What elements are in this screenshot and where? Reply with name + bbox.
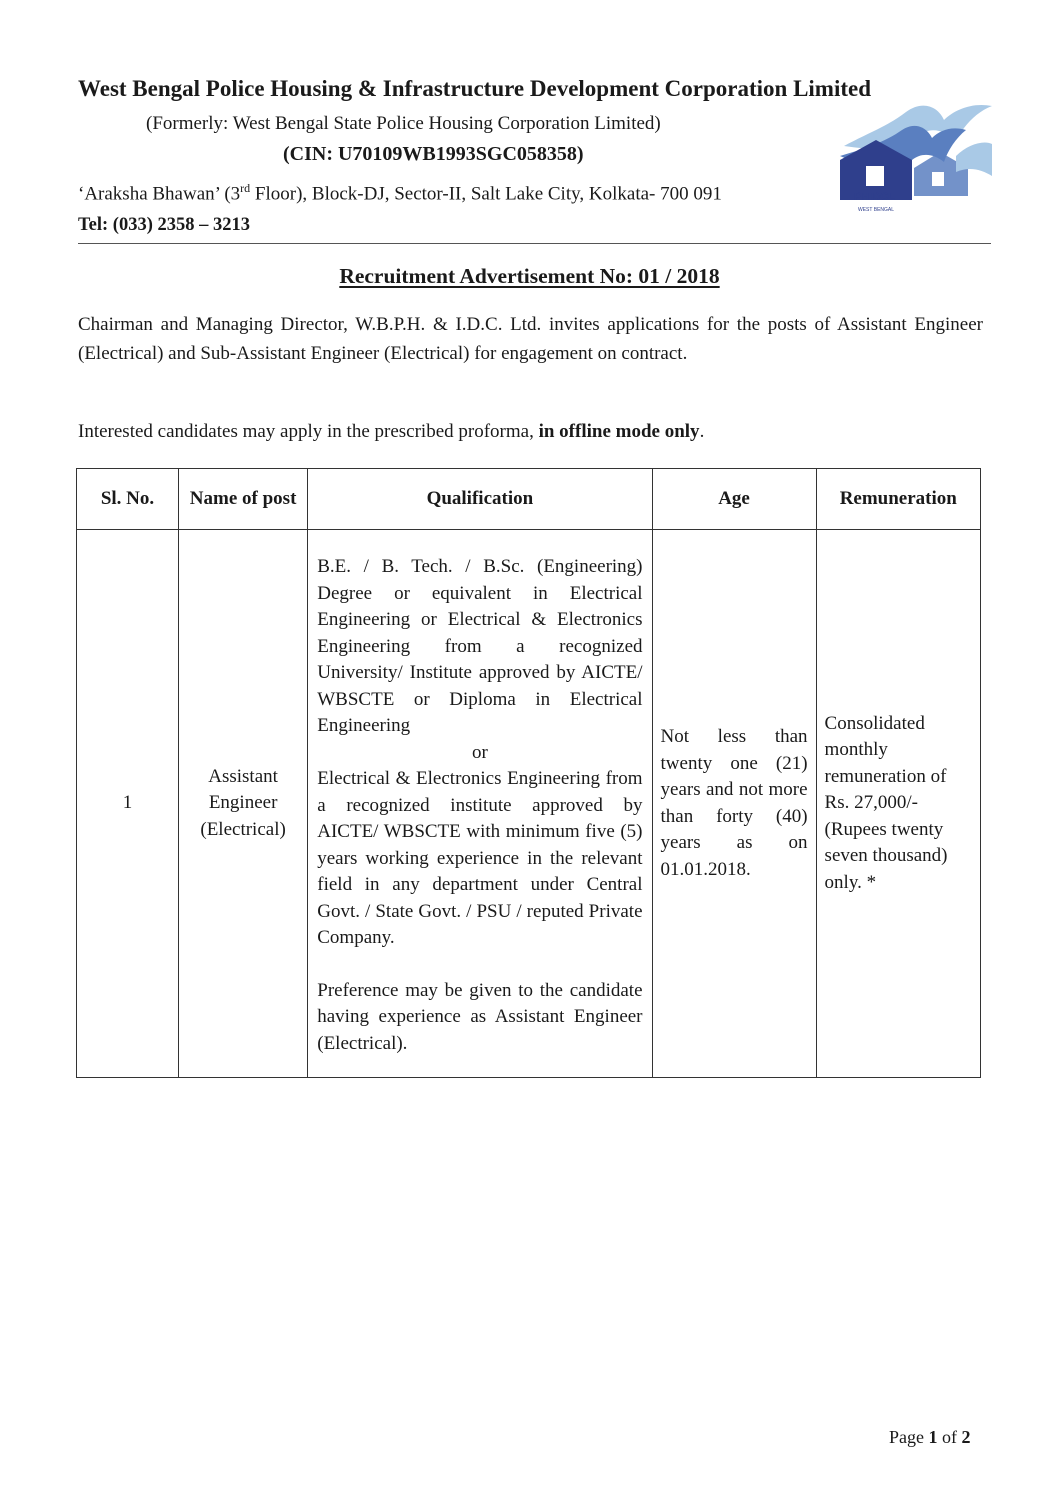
telephone: Tel: (033) 2358 – 3213: [78, 215, 250, 235]
qualification-preference: Preference may be given to the candidate having experience as Assistant Engineer (Electrical).: [317, 979, 643, 1054]
page-number: [889, 1427, 971, 1448]
header-post-name: Name of post: [178, 469, 307, 530]
qualification-alternative: Electrical & Electronics Engineering from a recognized institute approved by AICTE/ WBSCTE with minimum five (5) years working experience in the relevant field in any department under Central Govt. / State Govt. / PSU / reputed Private Company.: [317, 768, 643, 948]
office-address: [78, 181, 722, 205]
phidcl-logo: [836, 96, 994, 218]
cell-age: Not less than twenty one (21) years and not more than forty (40) years as on 01.01.2018.: [652, 530, 816, 1078]
advertisement-title-row: [0, 264, 1059, 289]
apply-mode: in offline mode only: [538, 421, 700, 442]
cin-number: (CIN: U70109WB1993SGC058358): [283, 143, 584, 165]
logo-text: PHIDCL: [854, 191, 895, 203]
qualification-or: or: [471, 741, 488, 763]
page-of: of: [937, 1427, 962, 1447]
table-row: [77, 530, 981, 1078]
header-age: Age: [652, 469, 816, 530]
header-divider: [78, 243, 991, 244]
qualification-degree: B.E. / B. Tech. / B.Sc. (Engineering) Degree or equivalent in Electrical Engineering or Electrical & Electronics Engineering from a recognized University/ Institute approved by AICTE/ WBSCTE or Diploma in Electrical Engineering: [317, 556, 643, 736]
header-qualification: Qualification: [308, 469, 652, 530]
page-current: 1: [928, 1427, 938, 1447]
page-label: Page: [889, 1427, 929, 1447]
header-sl-no: Sl. No.: [77, 469, 179, 530]
vacancy-table: [76, 468, 981, 1078]
apply-end: .: [699, 421, 705, 442]
cell-qualification: [308, 530, 652, 1078]
address-part: Floor), Block-DJ, Sector-II, Salt Lake City, Kolkata- 700 091: [250, 183, 722, 205]
header-remuneration: Remuneration: [816, 469, 980, 530]
apply-instruction: [78, 421, 704, 443]
cell-sl-no: 1: [77, 530, 179, 1078]
address-part: ‘Araksha Bhawan’ (3: [78, 183, 241, 205]
apply-text: Interested candidates may apply in the prescribed proforma,: [78, 421, 539, 442]
table-header-row: [77, 469, 981, 530]
advertisement-title: Recruitment Advertisement No: 01 / 2018: [339, 264, 720, 288]
cell-remuneration: Consolidated monthly remuneration of Rs. 27,000/- (Rupees twenty seven thousand) only. *: [816, 530, 980, 1078]
cell-post-name: Assistant Engineer (Electrical): [178, 530, 307, 1078]
intro-paragraph: Chairman and Managing Director, W.B.P.H. & I.D.C. Ltd. invites applications for the posts of Assistant Engineer (Electrical) and Sub-Assistant Engineer (Electrical) for engagement on contract.: [78, 314, 983, 364]
logo-subtext: WEST BENGAL: [858, 207, 895, 213]
page-total: 2: [961, 1427, 971, 1447]
former-name: (Formerly: West Bengal State Police Housing Corporation Limited): [146, 113, 661, 134]
address-superscript: rd: [240, 181, 251, 195]
organization-name: West Bengal Police Housing & Infrastructure Development Corporation Limited: [78, 76, 872, 101]
